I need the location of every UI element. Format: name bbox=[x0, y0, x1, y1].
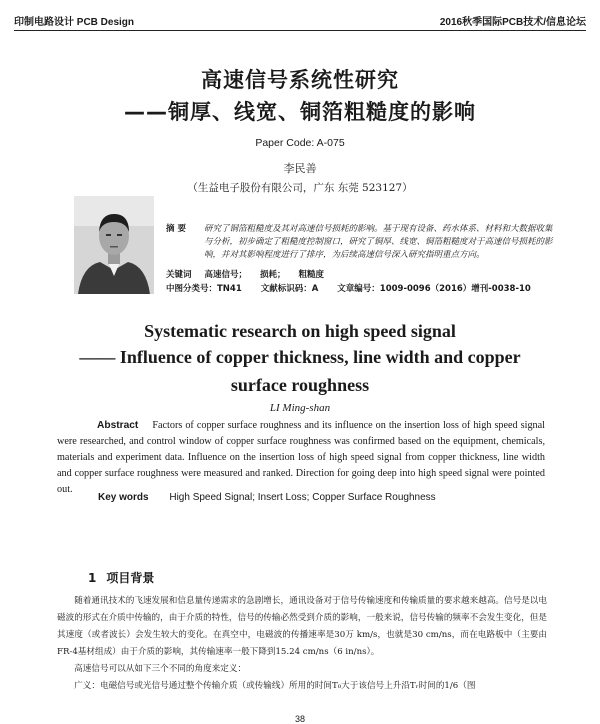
document-code: 文献标识码：A bbox=[260, 284, 319, 294]
journal-name: 印制电路设计 PCB Design bbox=[14, 17, 135, 28]
author-chinese: 李民善 bbox=[283, 162, 317, 175]
chinese-title-line-2: ——铜厚、线宽、铜箔粗糙度的影响 bbox=[124, 100, 476, 124]
keyword-item: 损耗； bbox=[259, 270, 286, 280]
forum-name: 2016秋季国际PCB技术/信息论坛 bbox=[439, 17, 586, 28]
clc-number: 中图分类号：TN41 bbox=[166, 284, 242, 294]
section-title: 项目背景 bbox=[106, 571, 155, 585]
keyword-item: 高速信号； bbox=[204, 270, 247, 280]
body-paragraph: 随着通讯技术的飞速发展和信息量传递需求的急剧增长，通讯设备对于信号传输速度和传输质量的要求越来越高。信号是以电磁波的形式在介质中传输的，由于介质的特性，信号的传输必然受到介质的影响，一般来说，信号传输的频率不会发生变化，但是其速度（或者波长）会发生较大的变化。在真空中，电磁波的传播速率是30万 km/s，也就是30 cm/ns，而在电路板中（主要由FR-4基材组成）由于介质的影响，其传输速率一般下降到15.24 cm/ns（6 in/ns）。 bbox=[57, 596, 547, 657]
paper-code: Paper Code: A-075 bbox=[255, 137, 345, 149]
keywords-label-english: Key words bbox=[98, 492, 149, 503]
keywords-chinese bbox=[166, 268, 334, 280]
english-title-line-2: —— Influence of copper thickness, line width and copper bbox=[79, 347, 521, 367]
chinese-title-line-1: 高速信号系统性研究 bbox=[201, 68, 399, 92]
keyword-item: 粗糙度 bbox=[298, 270, 324, 280]
abstract-text-chinese: 研究了铜箔粗糙度及其对高速信号损耗的影响。基于现有设备、药水体系、材料和大数据收集与分析，初步确定了粗糙度控制窗口，研究了铜厚、线宽、铜箔粗糙度对于高速信号损耗的影响，并对其影响程度进行了排序，为后续高速信号深入研究指明重点方向。 bbox=[204, 224, 553, 260]
english-title-line-3: surface roughness bbox=[230, 375, 370, 395]
abstract-text-english: Factors of copper surface roughness and its influence on the insertion loss of high speed signal were researched, and control window of copper surface roughness was confirmed based on the equipment, chemicals, materials and experiment data. Influence on the insertion loss of high speed signal from copper thickness, line width and copper surface roughness were measured and ranked. Direction for going deep into high speed signal were pointed out. bbox=[57, 420, 545, 495]
keywords-label-chinese: 关键词 bbox=[166, 270, 192, 280]
author-english: LI Ming-shan bbox=[269, 402, 331, 414]
section-heading bbox=[88, 569, 154, 586]
section-body bbox=[57, 593, 547, 695]
abstract-label-chinese: 摘 要 bbox=[166, 224, 186, 234]
author-portrait-image bbox=[74, 196, 154, 294]
abstract-chinese bbox=[166, 223, 556, 262]
page-number: 38 bbox=[294, 714, 305, 724]
keywords-text-english: High Speed Signal; Insert Loss; Copper Surface Roughness bbox=[169, 492, 436, 503]
abstract-english bbox=[57, 418, 545, 498]
running-header bbox=[14, 10, 586, 31]
body-paragraph: 广义：电磁信号或光信号通过整个传输介质（或传输线）所用的时间T₀大于该信号上升沿Tᵣ时间的1/6（图 bbox=[74, 681, 476, 691]
article-number: 文章编号：1009-0096（2016）增刊-0038-10 bbox=[337, 284, 531, 294]
author-photo bbox=[74, 196, 154, 294]
abstract-label-english: Abstract bbox=[97, 420, 139, 431]
affiliation-chinese: （生益电子股份有限公司，广东 东莞 523127） bbox=[187, 182, 413, 194]
keywords-english bbox=[98, 492, 436, 503]
english-title-line-1: Systematic research on high speed signal bbox=[144, 321, 456, 341]
body-paragraph: 高速信号可以从如下三个不同的角度来定义： bbox=[74, 664, 247, 674]
section-number: 1 bbox=[88, 571, 97, 585]
classification-line bbox=[166, 282, 547, 294]
